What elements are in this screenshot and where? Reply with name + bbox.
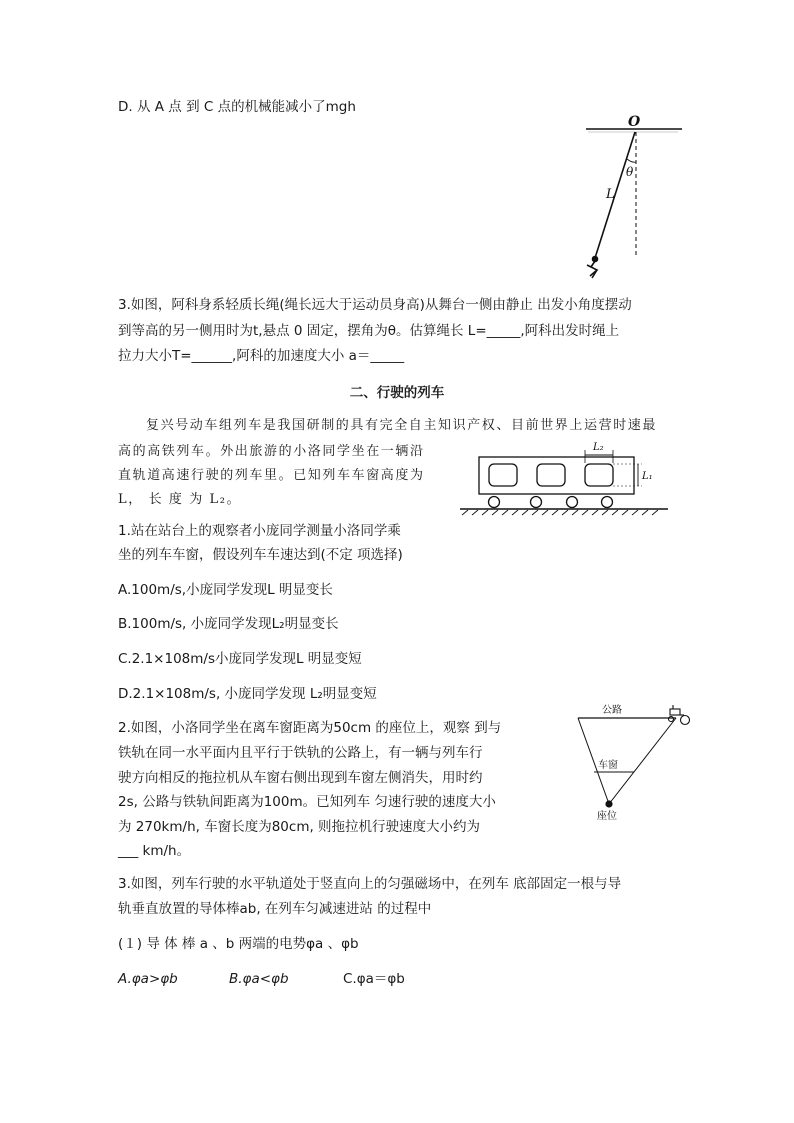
- q2-line4: 2s, 公路与铁轨间距离为100m。已知列车 匀速行驶的速度大小: [118, 794, 496, 810]
- q3-magnet-option-a: A.φa>φb: [118, 971, 178, 987]
- q3-magnet-line2: 轨垂直放置的导体棒ab, 在列车匀减速进站 的过程中: [118, 901, 432, 917]
- road-window-diagram: [572, 700, 696, 824]
- intro-line2: 高的高铁列车。外出旅游的小洛同学坐在一辆沿: [118, 444, 425, 459]
- label-seat: 座位: [597, 811, 617, 822]
- prev-option-d: D. 从 A 点 到 C 点的机械能减小了mgh: [118, 99, 356, 115]
- q1-option-c: C.2.1×108m/s小庞同学发现L 明显变短: [118, 651, 362, 667]
- q3-pendulum-line1: 3.如图，阿科身系轻质长绳(绳长远大于运动员身高)从舞台一侧由静止 出发小角度摆动: [118, 297, 632, 313]
- intro-line3: 直轨道高速行驶的列车里。已知列车车窗高度为: [118, 468, 425, 483]
- q1-line1: 1.站在站台上的观察者小庞同学测量小洛同学乘: [118, 523, 401, 539]
- q3-magnet-line1: 3.如图，列车行驶的水平轨道处于竖直向上的匀强磁场中，在列车 底部固定一根与导: [118, 876, 622, 892]
- q2-line1: 2.如图，小洛同学坐在离车窗距离为50cm 的座位上，观察 到与: [118, 720, 502, 736]
- q1-line2: 坐的列车车窗，假设列车车速达到(不定 项选择): [118, 547, 403, 563]
- q2-line6: ___ km/h。: [118, 843, 191, 859]
- intro-line4: L， 长 度 为 L₂。: [118, 492, 242, 507]
- q3-magnet-sub1: (１) 导 体 棒 a 、b 两端的电势φa 、φb: [118, 936, 359, 952]
- q1-option-b: B.100m/s, 小庞同学发现L₂明显变长: [118, 616, 339, 632]
- label-theta: θ: [626, 165, 634, 179]
- q3-magnet-option-b: B.φa<φb: [229, 971, 289, 987]
- label-l: L: [606, 187, 615, 202]
- q3-pendulum-line2: 到等高的另一侧用时为t,悬点 0 固定，摆角为θ。估算绳长 L=_____,阿科出发时绳上: [118, 323, 620, 339]
- label-l1: L₁: [642, 471, 653, 482]
- q2-line5: 为 270km/h, 车窗长度为80cm, 则拖拉机行驶速度大小约为: [118, 819, 481, 835]
- q1-option-a: A.100m/s,小庞同学发现L 明显变长: [118, 582, 333, 598]
- q2-line3: 驶方向相反的拖拉机从车窗右侧出现到车窗左侧消失，用时约: [118, 770, 483, 786]
- section-title: 二、行驶的列车: [349, 385, 445, 401]
- tractor-icon: [669, 705, 690, 725]
- q3-pendulum-line3: 拉力大小T=______,阿科的加速度大小 a＝_____: [118, 348, 405, 364]
- person-icon: [587, 257, 598, 279]
- intro-line1: 复兴号动车组列车是我国研制的具有完全自主知识产权、目前世界上运营时速最: [146, 418, 658, 433]
- train-diagram: [456, 436, 674, 516]
- q2-line2: 铁轨在同一水平面内且平行于铁轨的公路上，有一辆与列车行: [118, 745, 483, 761]
- q1-option-d: D.2.1×108m/s, 小庞同学发现 L₂明显变短: [118, 686, 377, 702]
- label-l2: L₂: [593, 442, 604, 453]
- q3-magnet-option-c: C.φa＝φb: [343, 971, 405, 987]
- pendulum-diagram: [578, 108, 688, 286]
- label-window: 车窗: [598, 760, 618, 771]
- label-o: O: [628, 114, 641, 130]
- label-road: 公路: [602, 705, 622, 716]
